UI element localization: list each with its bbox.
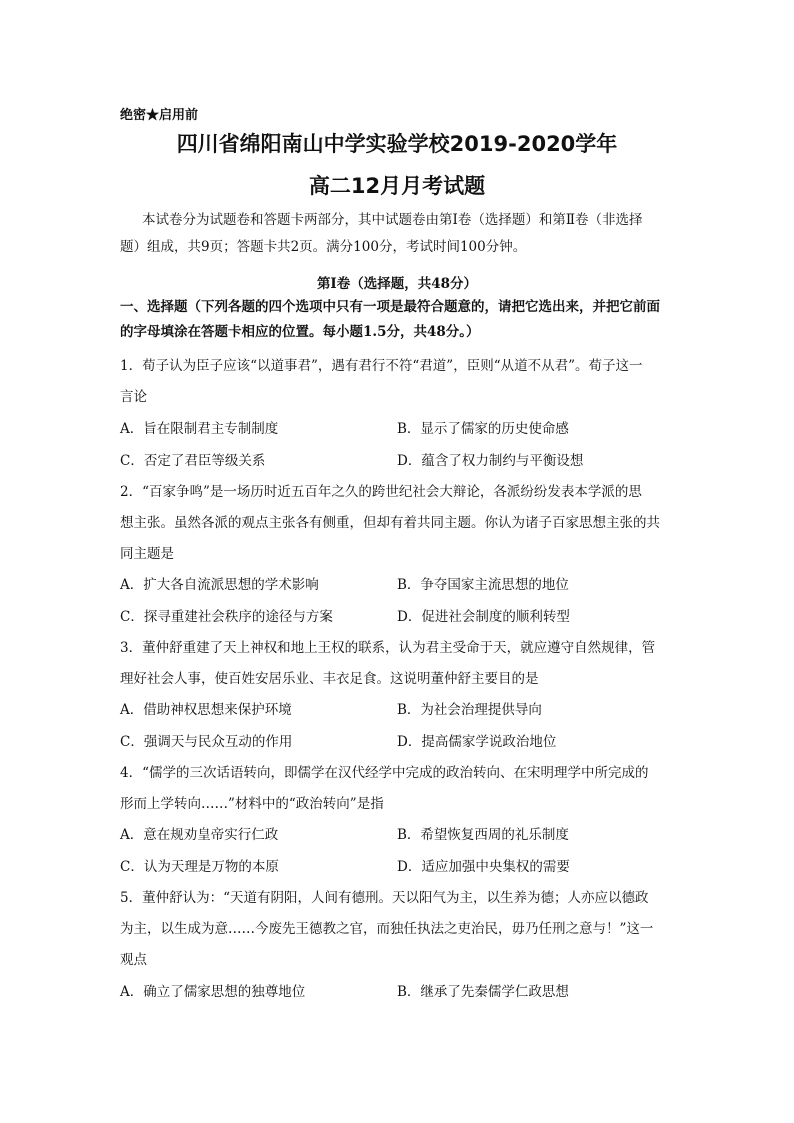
question-2-option-b: B．争夺国家主流思想的地位 — [397, 577, 569, 593]
exam-title: 四川省绵阳南山中学实验学校2019-2020学年 — [176, 132, 618, 156]
question-4-option-a: A．意在规劝皇帝实行仁政 — [120, 827, 279, 843]
exam-subtitle: 高二12月月考试题 — [308, 174, 486, 198]
question-3-option-a: A．借助神权思想来保护环境 — [120, 702, 292, 718]
section-instruction-1: 一、选择题（下列各题的四个选项中只有一项是最符合题意的，请把它选出来，并把它前面 — [120, 299, 660, 315]
question-3-option-c: C．强调天与民众互动的作用 — [120, 734, 293, 750]
question-3-option-d: D．提高儒家学说政治地位 — [397, 734, 557, 750]
question-2-option-d: D．促进社会制度的顺利转型 — [397, 609, 570, 625]
question-2-option-a: A．扩大各自流派思想的学术影响 — [120, 577, 319, 593]
question-4-line-2: 形而上学转向……”材料中的“政治转向”是指 — [120, 796, 384, 812]
question-1-option-a: A．旨在限制君主专制制度 — [120, 421, 279, 437]
question-5-line-3: 观点 — [120, 952, 147, 968]
section-heading: 第Ⅰ卷（选择题，共48分） — [316, 276, 478, 292]
question-3-line-1: 3．董仲舒重建了天上神权和地上王权的联系，认为君主受命于天，就应遵守自然规律，管 — [120, 640, 656, 656]
question-3-line-2: 理好社会人事，使百姓安居乐业、丰衣足食。这说明董仲舒主要目的是 — [120, 671, 539, 687]
question-3-option-b: B．为社会治理提供导向 — [397, 702, 542, 718]
question-5-line-1: 5．董仲舒认为：“天道有阴阳，人间有德刑。天以阳气为主，以生养为德；人亦应以德政 — [120, 890, 649, 906]
confidential-mark: 绝密★启用前 — [120, 108, 199, 123]
question-1-line-2: 言论 — [120, 389, 147, 405]
question-1-option-d: D．蕴含了权力制约与平衡设想 — [397, 453, 584, 469]
question-2-option-c: C．探寻重建社会秩序的途径与方案 — [120, 609, 333, 625]
question-5-line-2: 为主，以生成为意……今废先王德教之官，而独任执法之吏治民，毋乃任刑之意与！”这一 — [120, 921, 654, 937]
question-5-option-b: B．继承了先秦儒学仁政思想 — [397, 984, 569, 1000]
question-4-line-1: 4．“儒学的三次话语转向，即儒学在汉代经学中完成的政治转向、在宋明理学中所完成的 — [120, 765, 649, 781]
question-1-option-c: C．否定了君臣等级关系 — [120, 453, 266, 469]
intro-line-1: 本试卷分为试题卷和答题卡两部分，其中试题卷由第Ⅰ卷（选择题）和第Ⅱ卷（非选择 — [142, 212, 643, 228]
question-1-line-1: 1．荀子认为臣子应该“以道事君”，遇有君行不符“君道”，臣则“从道不从君”。荀子这一 — [120, 358, 643, 374]
question-2-line-1: 2．“百家争鸣”是一场历时近五百年之久的跨世纪社会大辩论，各派纷纷发表本学派的思 — [120, 484, 642, 500]
question-2-line-3: 同主题是 — [120, 546, 174, 562]
question-4-option-c: C．认为天理是万物的本原 — [120, 859, 279, 875]
question-1-option-b: B．显示了儒家的历史使命感 — [397, 421, 569, 437]
question-5-option-a: A．确立了儒家思想的独尊地位 — [120, 984, 306, 1000]
question-2-line-2: 想主张。虽然各派的观点主张各有侧重，但却有着共同主题。你认为诸子百家思想主张的共 — [120, 515, 660, 531]
question-4-option-b: B．希望恢复西周的礼乐制度 — [397, 827, 569, 843]
intro-line-2: 题）组成，共9页；答题卡共2页。满分100分，考试时间100分钟。 — [120, 239, 527, 255]
question-4-option-d: D．适应加强中央集权的需要 — [397, 859, 570, 875]
section-instruction-2: 的字母填涂在答题卡相应的位置。每小题1.5分，共48分。） — [120, 324, 480, 340]
